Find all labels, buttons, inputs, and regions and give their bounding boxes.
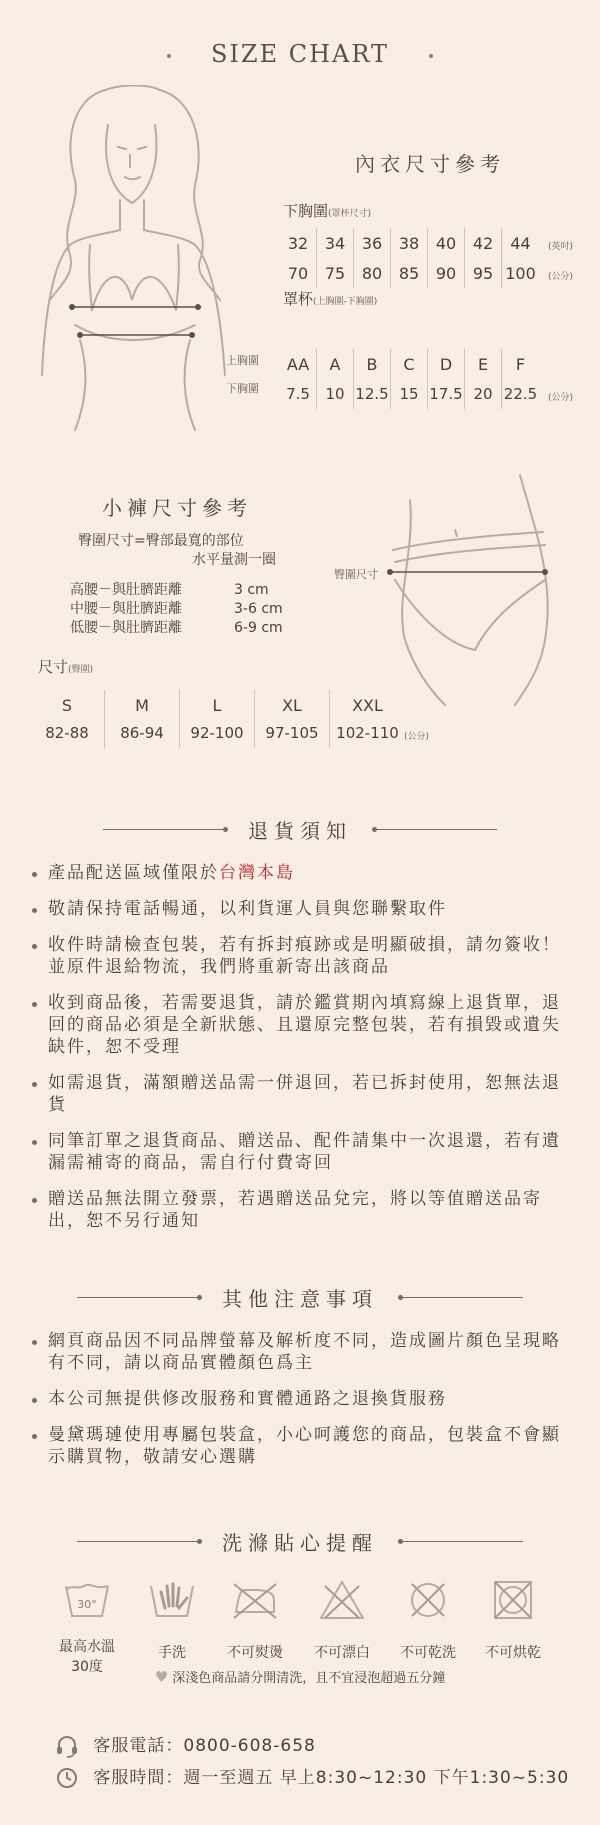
svg-text:30°: 30° [77,1598,97,1611]
list-item: 如需退貨，滿額贈送品需一併退回，若已拆封使用，恕無法退貨 [28,1072,568,1116]
no-iron-icon [230,1578,280,1622]
rise-list [70,581,283,638]
care-item-no-dry-clean: 不可乾洗 [388,1578,468,1662]
panty-range-row [30,718,405,748]
band-cm-row [280,258,539,288]
phone-row: 客服電話：0800-608-658 [55,1731,316,1758]
hours-row: 客服時間：週一至週五 早上8:30~12:30 下午1:30~5:30 [55,1763,569,1790]
cup-cell: B [354,349,391,379]
band-size-row [280,228,539,258]
panty-size-row [30,690,405,720]
band-size-cell: 38 [391,228,428,258]
bra-figure-illustration [30,85,240,435]
panty-size-cell: L [180,690,255,720]
fig-upper-bust-label: 上胸圍 [226,354,259,367]
notes-heading: 其他注意事項 [0,1283,600,1312]
notes-list [28,1330,568,1482]
returns-list [28,862,568,1246]
panty-range-cell: 102-110 [336,724,399,742]
rise-row: 高腰－與肚臍距離 3 cm [70,582,269,598]
band-cm-cell: 85 [391,258,428,288]
no-bleach-icon [317,1578,367,1622]
heart-icon: ♥ [154,1668,169,1686]
care-item-hand-wash: 手洗 [132,1578,212,1662]
band-unit-cm: (公分) [548,272,574,282]
care-item-no-bleach: 不可漂白 [302,1578,382,1662]
headset-icon [55,1734,79,1758]
cup-cm-row [280,379,539,409]
bra-size-title: 內衣尺寸參考 [355,152,505,176]
list-item: 曼黛瑪璉使用專屬包裝盒，小心呵護您的商品，包裝盒不會顯示購買物，敬請安心選購 [28,1424,568,1468]
band-cm-cell: 70 [280,258,317,288]
cup-cm-cell: 22.5 [503,385,538,403]
panty-range-cell: 86-94 [105,718,180,748]
no-dry-clean-icon [403,1578,453,1622]
band-cm-cell: 95 [465,258,502,288]
cup-cm-cell: 20 [465,379,502,409]
cup-cell: C [391,349,428,379]
rise-row: 低腰－與肚臍距離 6-9 cm [70,620,283,636]
band-unit-inch: (英吋) [548,242,574,252]
band-size-cell: 36 [354,228,391,258]
list-item: 收件時請檢查包裝，若有拆封痕跡或是明顯破損，請勿簽收！並原件退給物流，我們將重新寄出該商品 [28,934,568,978]
cup-unit: (公分) [548,393,574,403]
band-cm-cell: 90 [428,258,465,288]
list-item: 贈送品無法開立發票，若遇贈送品兌完，將以等值贈送品寄出，恕不另行通知 [28,1188,568,1232]
underbust-label: 下胸圍(罩杯尺寸) [283,202,372,220]
wash-30-icon [62,1578,112,1622]
care-item-no-iron: 不可熨燙 [215,1578,295,1662]
list-item: 同筆訂單之退貨商品、贈送品、配件請集中一次退還，若有遺漏需補寄的商品，需自行付費寄回 [28,1130,568,1174]
panty-size-cell: XXL [352,695,383,715]
panty-size-cell: S [30,690,105,720]
care-heading: 洗滌貼心提醒 [0,1527,600,1556]
panty-range-cell: 82-88 [30,718,105,748]
panty-figure-illustration [385,470,570,710]
band-size-cell: 34 [317,228,354,258]
cup-label: 罩杯(上胸圍-下胸圍) [283,290,378,308]
care-item-wash-30: 30° 最高水溫 30度 [47,1578,127,1676]
care-item-no-tumble-dry: 不可烘乾 [473,1578,553,1662]
cup-cm-cell: 12.5 [354,379,391,409]
size-chart-title: SIZE CHART [0,40,600,68]
band-cm-cell: 75 [317,258,354,288]
band-size-cell: 40 [428,228,465,258]
band-size-cell: 44 [510,233,531,253]
panty-size-label: 尺寸(臀圍) [38,658,94,676]
cup-row [280,349,539,379]
panty-size-title: 小褲尺寸參考 [102,496,252,520]
hip-definition: 臀圍尺寸=臀部最寬的部位 水平量測一圈 [78,533,276,568]
cup-cell: A [317,349,354,379]
hand-wash-icon [147,1578,197,1622]
cup-cm-cell: 15 [391,379,428,409]
band-size-cell: 42 [465,228,502,258]
panty-range-cell: 97-105 [255,718,330,748]
cup-cm-cell: 7.5 [280,379,317,409]
panty-size-cell: XL [255,690,330,720]
band-size-cell: 32 [280,228,317,258]
rise-row: 中腰－與肚臍距離 3-6 cm [70,601,283,617]
list-item: 敬請保持電話暢通，以利貨運人員與您聯繫取件 [28,898,568,920]
cup-cell: F [515,354,526,374]
cup-cm-cell: 10 [317,379,354,409]
fig-hip-label: 臀圍尺寸 [334,568,378,581]
panty-range-unit: (公分) [404,732,430,742]
panty-range-cell: 92-100 [180,718,255,748]
returns-heading: 退貨須知 [0,815,600,844]
panty-size-cell: M [105,690,180,720]
fig-under-bust-label: 下胸圍 [226,382,259,395]
band-cm-cell: 100 [505,263,536,283]
list-item: 網頁商品因不同品牌螢幕及解析度不同，造成圖片顏色呈現略有不同，請以商品實體顏色爲主 [28,1330,568,1374]
care-note: ♥ 深淺色商品請分開清洗，且不宜浸泡超過五分鐘 [154,1668,446,1686]
cup-cell: D [428,349,465,379]
cup-cell: AA [280,349,317,379]
clock-icon [55,1766,79,1790]
list-item: 收到商品後，若需要退貨，請於鑑賞期內填寫線上退貨單，退回的商品必須是全新狀態、且還原完整包裝，若有損毀或遺失缺件，恕不受理 [28,992,568,1058]
cup-cell: E [465,349,502,379]
no-tumble-dry-icon [488,1578,538,1622]
cup-cm-cell: 17.5 [428,379,465,409]
list-item: 本公司無提供修改服務和實體通路之退換貨服務 [28,1388,568,1410]
list-item: 產品配送區域僅限於台灣本島 [28,862,568,884]
band-cm-cell: 80 [354,258,391,288]
